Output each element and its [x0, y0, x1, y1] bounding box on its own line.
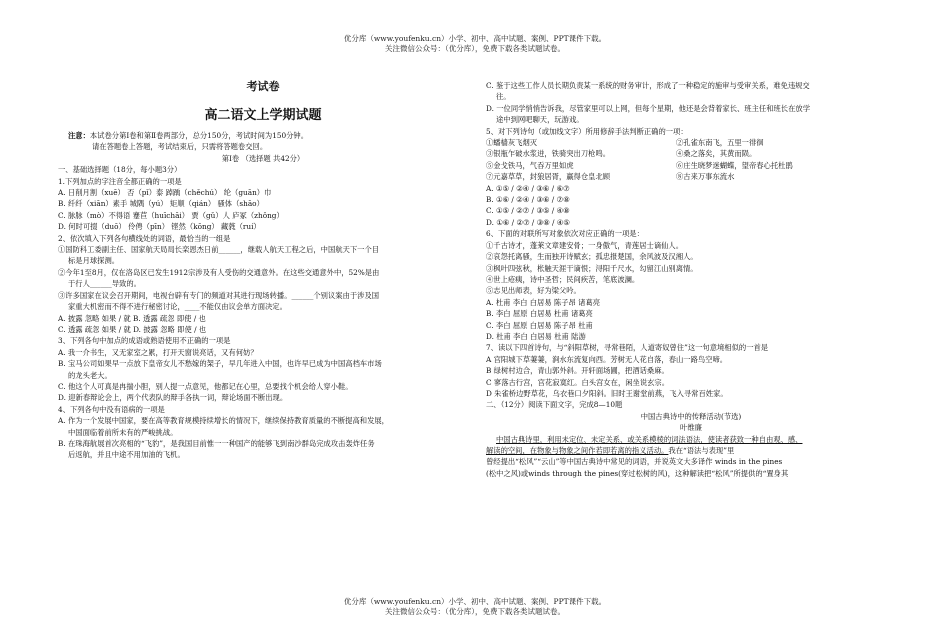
question-6-stem: 6、下面的对联所写对象依次对应正确的一项是： — [486, 229, 644, 239]
question-5-item-4: ④桑之落矣，其黄而陨。 — [676, 149, 757, 159]
question-1-stem: 1.下列加点的字注音全都正确的一项是 — [58, 176, 182, 186]
question-2-sentence-3b: 家重大机密而不得不进行秘密讨论，____不能仅由议会单方面决定。 — [68, 302, 287, 312]
question-3-stem: 3、下列各句中加点的成语或熟语使用不正确的一项是 — [58, 336, 231, 346]
question-4-option-a-2: 中国面临着前所未有的严峻挑战。 — [68, 427, 178, 437]
question-1-option-b: B. 纤纤（xiān）素手 城隅（yú） 矩顺（qián） 骚体（shāo） — [58, 199, 264, 209]
note-line-2: 请在答题卷上答题，考试结束后，只需将答题卷交回。 — [92, 142, 268, 152]
question-4-option-b-1: B. 在珠海航展首次亮相的“飞豹”，是我国目前惟一一种国产的能够飞到南沙群岛完成攻击轰炸任务 — [58, 438, 375, 448]
question-1-option-a: A. 日削月割（xuē） 否（pǐ）泰 踔踽（chěchú） 纶（guān）巾 — [58, 188, 272, 198]
note-label: 注意： — [68, 131, 90, 140]
question-5-item-7: ⑦元嘉草草，封狼居胥，赢得仓皇北顾 — [486, 172, 611, 182]
page-header — [0, 34, 950, 54]
header-line-2: 关注微信公众号：（优分库），免费下载各类试题试卷。 — [385, 44, 565, 53]
right-column — [486, 80, 896, 479]
article-paragraph-2b: (松中之风)或winds through the pines(穿过松树的风)，这种解读把“松风”所提供的“置身其 — [486, 468, 789, 478]
question-4-stem: 4、下列各句中没有语病的一项是 — [58, 404, 165, 414]
note-text-1: 本试卷分第Ⅰ卷和第Ⅱ卷两部分，总分150分，考试时间为150分钟。 — [89, 131, 309, 140]
question-4-option-a-1: A. 作为一个发展中国家，要在高等教育规模持续增长的情况下，继续保持教育质量的不断提高和发展， — [58, 416, 389, 426]
question-4-option-b-2: 后返航，并且中途不用加油的飞机。 — [68, 450, 185, 460]
question-5-row-1 — [486, 137, 896, 148]
question-2-sentence-1a: ①国防科工委副主任、国家航天局局长栾恩杰日前______，继载人航天工程之后，中国航天下一个目 — [58, 245, 380, 255]
question-3-option-b-2: 的龙头老大。 — [68, 370, 112, 380]
question-5-item-5: ⑤金戈铁马，气吞万里如虎 — [486, 160, 574, 170]
header-line-1: 优分库（www.youfenku.cn）小学、初中、高中试题、案例、PPT课件下载。 — [343, 34, 607, 43]
question-4-option-c-1: C. 鉴于这些工作人员长期负责某一系统的财务审计，形成了一种稳定的施审与受审关系，难免违规交 — [486, 81, 810, 90]
question-6-couplet-1: ①千古诗才，蓬莱文章建安骨；一身傲气，青莲居士谪仙人。 — [486, 240, 684, 250]
question-3-option-c: C. 他这个人可真是冉揣小胆，别人提一点意见，他都记在心里，总要找个机会给人穿小鞋。 — [58, 381, 353, 391]
question-7-option-c: C 寥落古行宫，宫花寂寞红。白头宫女在，闲坐说玄宗。 — [486, 377, 670, 387]
question-5-option-d: D. ①⑥ / ②⑦ / ③⑧ / ④⑤ — [486, 217, 570, 227]
question-5-item-6: ⑥庄生晓梦迷蝴蝶，望帝春心托杜鹃 — [676, 160, 793, 170]
article-paragraph-1c: 我在“语法与表现”里 — [668, 446, 735, 455]
question-3-option-d: D. 迎新春辩论会上，两个代表队的辩手各执一词，辩论场面不断出现。 — [58, 393, 288, 403]
exam-label: 考试卷 — [246, 80, 280, 93]
page-footer — [0, 597, 950, 617]
question-5-option-a: A. ①⑤ / ②④ / ③⑥ / ⑥⑦ — [486, 183, 570, 193]
question-6-couplet-5: ⑤志见出师表，好为梁父吟。 — [486, 286, 581, 296]
article-title: 中国古典诗中的传释活动(节选) — [640, 411, 742, 421]
question-6-couplet-2: ②哀怨托离骚，生而独开诗赋玄；孤忠报楚国，余风波及汉湘人。 — [486, 252, 698, 262]
footer-line-2: 关注微信公众号：（优分库），免费下载各类试题试卷。 — [385, 607, 565, 616]
question-6-couplet-4: ④世上疮痍，诗中圣哲；民间疾苦，笔底波澜。 — [486, 274, 640, 284]
question-2-sentence-2b: 于行人______导致的。 — [68, 279, 141, 289]
note-line-1 — [58, 130, 468, 141]
question-4-option-d-2: 途中到网吧聊天，玩游戏。 — [496, 115, 584, 125]
question-5-option-c: C. ①⑤ / ②⑦ / ③⑤ / ④⑧ — [486, 206, 570, 216]
question-6-option-c: C. 李白 屈原 白居易 陈子昂 杜甫 — [486, 320, 593, 330]
question-4-option-c-2: 往。 — [496, 92, 511, 102]
question-7-option-b: B 绿树村边合，青山郭外斜。开轩面场圃，把酒话桑麻。 — [486, 366, 669, 376]
question-2-sentence-3a: ③许多国家在议会召开期间，电视台辟有专门的频道对其进行现场转播。______个别议案由于涉及国 — [58, 290, 380, 300]
article-paragraph-1a: 中国古典诗里，利用未定位、未定关系、或关系模棱的词法语法，使读者获致一种自由观、感、 — [496, 434, 803, 444]
question-7-option-d: D 朱雀桥边野草花，乌衣巷口夕阳斜。旧时王谢堂前燕，飞入寻常百姓家。 — [486, 388, 728, 398]
question-5-stem: 5、对下列诗句（或加线文字）所用修辞手法判断正确的一项： — [486, 126, 688, 136]
article-paragraph-2a: 曾经提出“松风”“云山”等中国古典诗中常见的词语，并说英文大多译作 winds in the pines — [486, 457, 783, 467]
question-6-option-b: B. 李白 屈原 白居易 杜甫 诸葛亮 — [486, 309, 593, 319]
question-2-options-cd: C. 透露 疏忽 如果 / 就 D. 披露 忽略 即使 / 也 — [58, 324, 207, 334]
question-5-item-1: ①蟠樯灰飞烟灭 — [486, 138, 538, 148]
footer-line-1: 优分库（www.youfenku.cn）小学、初中、高中试题、案例、PPT课件下载。 — [343, 597, 607, 606]
question-1-option-d: D. 何时可掇（duō） 伶俜（pīn） 铿然（kōng） 藏蕤（ruí） — [58, 222, 261, 232]
question-5-item-8: ⑧古来万事东流水 — [676, 172, 735, 182]
question-2-options-ab: A. 披露 忽略 如果 / 就 B. 透露 疏忽 即使 / 也 — [58, 313, 206, 323]
question-5-option-b: B. ①⑥ / ②④ / ③⑥ / ⑦⑧ — [486, 195, 570, 205]
article-paragraph-1-line-b — [486, 445, 896, 456]
question-2-sentence-2a: ②今年1至8月，仅在洛岛区已发生1912宗涉及有人受伤的交通意外。在这些交通意外中，52%是由 — [58, 267, 380, 277]
part-2-heading: 二、（12分）阅读下面文字，完成8—10题 — [486, 400, 623, 410]
question-3-option-a: A. 我一介书生，又无家室之累，打开天窗说亮话，又有何妨？ — [58, 347, 258, 357]
question-5-item-2: ②孔雀东南飞，五里一徘徊 — [676, 138, 764, 148]
question-2-sentence-1b: 标是月球探测。 — [68, 256, 120, 266]
question-2-stem: 2、依次填入下列各句横线处的词语，最恰当的一组是 — [58, 233, 231, 243]
question-7-stem: 7、读以下四首诗句，与“斜阳草树，寻常巷陌，人道寄奴曾住”这一句意境相似的一首是 — [486, 343, 769, 353]
left-column — [58, 72, 468, 461]
question-7-option-a: A 宫阳城下草萋萋，涧水东流复向西。芳树无人花自落，春山一路鸟空啼。 — [486, 354, 728, 364]
question-1-option-c: C. 脉脉（mò）不得语 蹇苣（huīchāi） 贾（gǔ）人 庐冢（zhǒng） — [58, 210, 284, 220]
article-author: 叶维廉 — [680, 423, 702, 433]
part-1-heading: 一、基础选择题（18分，每小题3分） — [58, 165, 182, 175]
question-6-couplet-3: ③枫叶四弦秋，枨触天涯干谪恨；浔阳千尺水，勾留江山别离情。 — [486, 263, 698, 273]
article-paragraph-1b: 解读的空间，在物象与物象之间作若即若离的指义活动。 — [486, 446, 669, 455]
question-5-row-3 — [486, 160, 896, 171]
exam-title: 高二语文上学期试题 — [204, 108, 322, 123]
question-4-option-d-1: D. 一位同学悄悄告诉我，尽管家里可以上网，但每个星期，他还是会背着家长、班主任和班长在放学 — [486, 103, 810, 113]
question-6-option-d: D. 杜甫 李白 白居易 杜甫 陆游 — [486, 331, 586, 341]
question-5-item-3: ③银瓶乍破水浆迸，铁骑突出刀枪鸣。 — [486, 149, 611, 159]
question-5-row-2 — [486, 148, 896, 159]
question-3-option-b-1: B. 宝马公司如果早一点放下皇帝女儿不愁嫁的架子，早几年进入中国，也许早已成为中国高档车市场 — [58, 359, 382, 369]
question-5-row-4 — [486, 171, 896, 182]
section-1-heading: 第Ⅰ卷 （选择题 共42分） — [221, 153, 305, 163]
question-6-option-a: A. 杜甫 李白 白居易 陈子昂 诸葛亮 — [486, 297, 601, 307]
